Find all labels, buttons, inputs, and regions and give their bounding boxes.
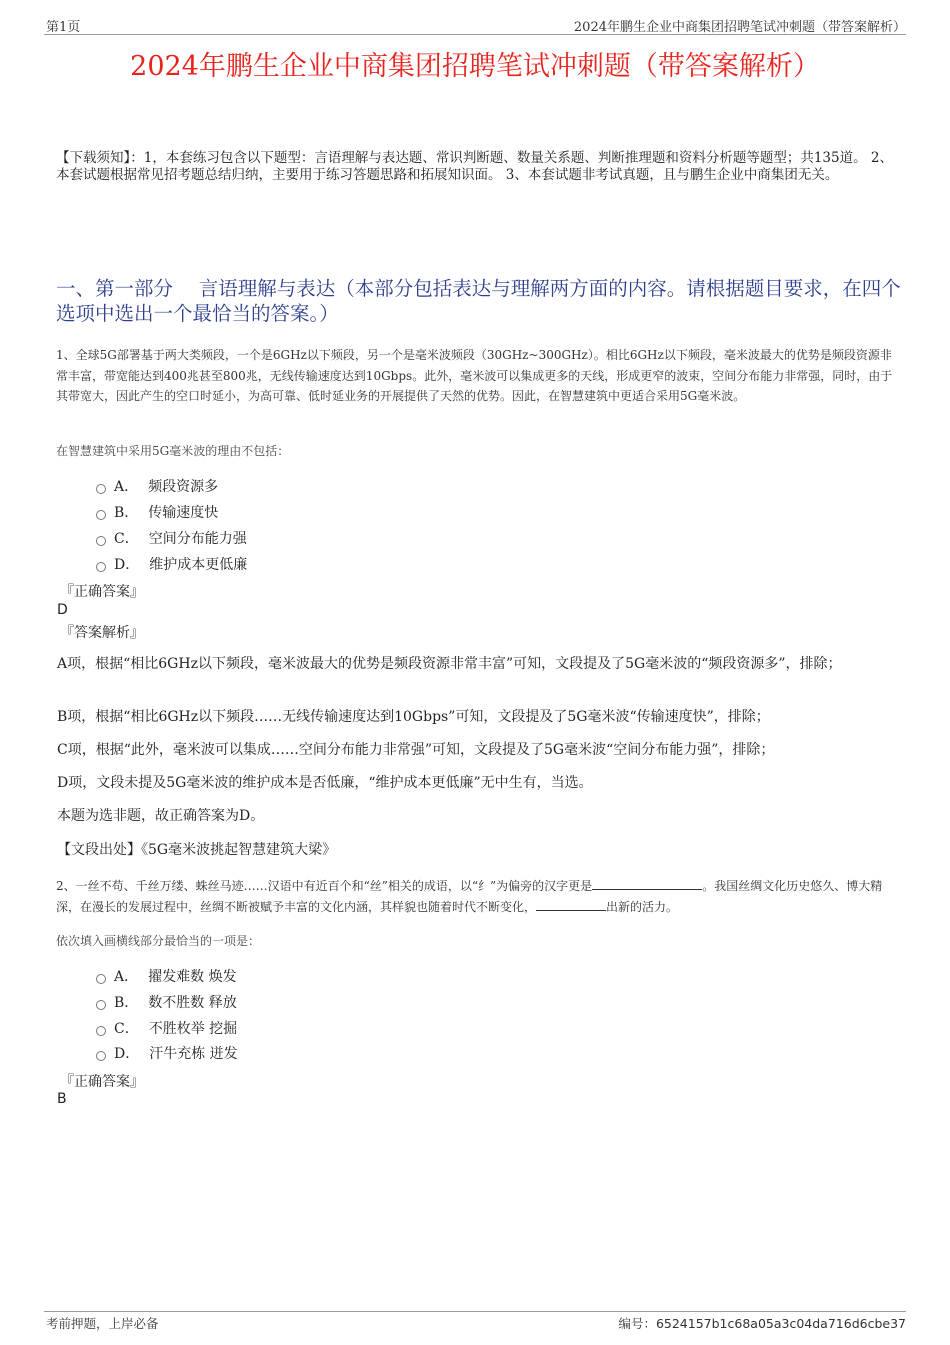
question-1-stem: 1、全球5G部署基于两大类频段，一个是6GHz以下频段，另一个是毫米波频段（30GHz~300GHz）。相比6GHz以下频段，毫米波最大的优势是频段资源非常丰富，带宽能达到400兆甚至800兆，无线传输速度达到10Gbps。此外，毫米波可以集成更多的天线，形成更窄的波束，空间分布能力非常强，同时，由于其带宽大，因此产生的空口时延小，为高可靠、低时延业务的开展提供了天然的优势。因此，在智慧建筑中更适合采用5G毫米波。 (56, 348, 893, 403)
option-label: C． (114, 1021, 139, 1037)
question-1-option-b[interactable] (96, 502, 218, 522)
question-2-stem (56, 876, 901, 917)
page-number: 第1页 (46, 20, 81, 35)
question-2-option-c[interactable] (96, 1018, 237, 1038)
option-text: 传输速度快 (148, 505, 219, 521)
analysis-source: 【文段出处】《5G毫米波挑起智慧建筑大梁》 (57, 842, 337, 858)
option-label: A． (114, 479, 139, 495)
radio-icon[interactable] (96, 974, 106, 984)
question-2-option-b[interactable] (96, 992, 237, 1012)
radio-icon[interactable] (96, 1026, 106, 1036)
option-text: 维护成本更低廉 (149, 557, 248, 573)
question-2-stem-part-3: 出新的活力。 (606, 899, 679, 914)
question-2-prompt: 依次填入画横线部分最恰当的一项是： (56, 934, 261, 948)
option-label: B． (114, 995, 139, 1011)
analysis-conclusion: 本题为选非题，故正确答案为D。 (57, 808, 265, 824)
option-text: 数不胜数 释放 (148, 995, 237, 1011)
header-divider (44, 34, 906, 35)
option-label: D． (114, 557, 140, 573)
footer-code-label: 编号： (618, 1316, 656, 1331)
question-1-prompt: 在智慧建筑中采用5G毫米波的理由不包括： (56, 444, 290, 458)
question-2-stem-part-2: 。我国丝绸文化历史悠久、博大精深，在漫长的发展过程中，丝绸不断被赋予丰富的文化内涵，其样貌也随着时代不断变化， (56, 879, 883, 914)
fill-blank-2[interactable] (536, 898, 606, 911)
option-label: D． (114, 1046, 140, 1062)
question-1-option-d[interactable] (96, 554, 247, 574)
radio-icon[interactable] (96, 536, 106, 546)
question-1-option-c[interactable] (96, 528, 247, 548)
question-1-answer: D (57, 602, 68, 618)
question-2-stem-part-1: 2、一丝不苟、千丝万缕、蛛丝马迹……汉语中有近百个和“丝”相关的成语，以“纟”为偏旁的汉字更是 (56, 879, 593, 893)
option-label: C． (114, 531, 139, 547)
analysis-item-b: B项，根据“相比6GHz以下频段……无线传输速度达到10Gbps”可知，文段提及了5G毫米波“传输速度快”，排除； (57, 709, 770, 725)
footer-code (618, 1314, 906, 1332)
document-title: 2024年鹏生企业中商集团招聘笔试冲刺题（带答案解析） (130, 51, 820, 82)
question-1-answer-heading: 『正确答案』 (60, 584, 144, 600)
radio-icon[interactable] (96, 484, 106, 494)
option-label: B． (114, 505, 139, 521)
question-1-option-a[interactable] (96, 476, 218, 496)
question-2-answer: B (57, 1091, 67, 1107)
option-text: 不胜枚举 挖掘 (148, 1021, 238, 1037)
option-text: 频段资源多 (148, 479, 219, 495)
footer-code-value: 6524157b1c68a05a3c04da716d6cbe37 (655, 1316, 906, 1331)
option-text: 汗牛充栋 迸发 (149, 1046, 238, 1062)
radio-icon[interactable] (96, 1000, 106, 1010)
radio-icon[interactable] (96, 510, 106, 520)
radio-icon[interactable] (96, 1051, 106, 1061)
fill-blank-1[interactable] (592, 877, 702, 890)
question-2-option-d[interactable] (96, 1043, 238, 1063)
question-2-answer-heading: 『正确答案』 (60, 1074, 144, 1090)
question-1-analysis-heading: 『答案解析』 (60, 625, 144, 641)
analysis-item-d: D项，文段未提及5G毫米波的维护成本是否低廉，“维护成本更低廉”无中生有，当选。 (57, 775, 593, 791)
footer-divider (44, 1311, 906, 1312)
download-notice: 【下载须知】：1，本套练习包含以下题型：言语理解与表达题、常识判断题、数量关系题、判断推理题和资料分析题等题型；共135道。 2、本套试题根据常见招考题总结归纳，主要用于练习答题思路和拓展知识面。 3、本套试题非考试真题，且与鹏生企业中商集团无关。 (56, 150, 893, 183)
option-label: A． (114, 969, 139, 985)
footer-slogan: 考前押题，上岸必备 (46, 1316, 159, 1331)
option-text: 擢发难数 焕发 (148, 969, 237, 985)
radio-icon[interactable] (96, 562, 106, 572)
header-doc-title: 2024年鹏生企业中商集团招聘笔试冲刺题（带答案解析） (573, 20, 906, 35)
option-text: 空间分布能力强 (148, 531, 247, 547)
question-2-option-a[interactable] (96, 966, 237, 986)
analysis-item-c: C项，根据“此外，毫米波可以集成……空间分布能力非常强”可知，文段提及了5G毫米波“空间分布能力强”，排除； (57, 742, 775, 758)
section-heading: 一、第一部分 言语理解与表达（本部分包括表达与理解两方面的内容。请根据题目要求，在四个选项中选出一个最恰当的答案。） (56, 277, 901, 325)
analysis-item-a: A项，根据“相比6GHz以下频段，毫米波最大的优势是频段资源非常丰富”可知，文段提及了5G毫米波的“频段资源多”，排除； (57, 656, 842, 672)
